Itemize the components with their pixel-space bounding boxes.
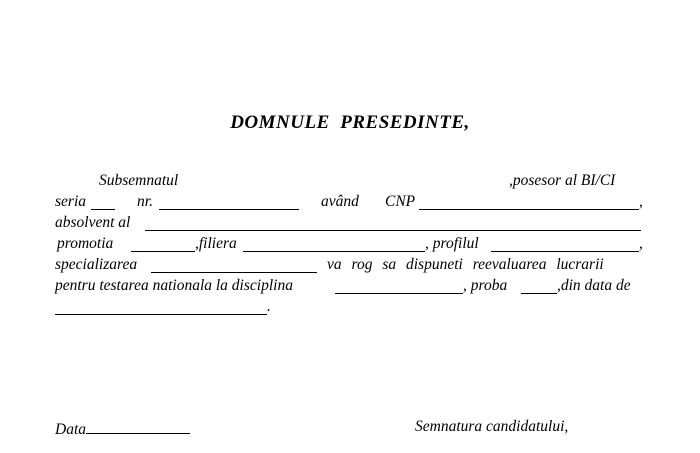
form-line-7 [55, 296, 643, 317]
date-footer [55, 418, 190, 439]
date-of-exam-field[interactable] [55, 299, 267, 315]
form-line-2 [55, 191, 643, 212]
date-field[interactable] [86, 418, 190, 434]
form-line-3 [55, 212, 643, 233]
nr-label: nr. [137, 193, 153, 210]
signature-label: Semnatura candidatului, [415, 418, 569, 435]
promotia-field[interactable] [131, 236, 195, 252]
cnp-field[interactable] [419, 194, 639, 210]
specializarea-label: specializarea [55, 256, 138, 273]
din-data-label: ,din data de [557, 277, 631, 294]
form-body [55, 170, 643, 317]
profilul-field[interactable] [491, 236, 639, 252]
posesor-label: ,posesor al BI/CI [509, 172, 616, 189]
line4-comma: , [639, 235, 643, 252]
seria-label: seria [55, 193, 86, 210]
nr-field[interactable] [159, 194, 299, 210]
proba-field[interactable] [521, 278, 557, 294]
filiera-field[interactable] [243, 236, 425, 252]
form-line-4 [55, 233, 643, 254]
absolvent-label: absolvent al [55, 214, 131, 231]
filiera-label: ,filiera [195, 235, 237, 252]
subsemnatul-label: Subsemnatul [99, 172, 179, 189]
avand-label: având [321, 193, 359, 210]
promotia-label: promotia [57, 235, 114, 252]
proba-label: , proba [463, 277, 508, 294]
disciplina-text: pentru testarea nationala la disciplina [55, 277, 293, 294]
form-line-5 [55, 254, 643, 275]
document-title: DOMNULE PRESEDINTE, [230, 112, 470, 133]
date-label: Data [55, 421, 86, 438]
cnp-label: CNP [385, 193, 416, 210]
profilul-label: , profilul [425, 235, 479, 252]
form-line-1 [55, 170, 643, 191]
seria-field[interactable] [91, 194, 115, 210]
line7-period: . [267, 298, 271, 315]
form-line-6 [55, 275, 643, 296]
request-text: va rog sa dispuneti reevaluarea lucrarii [327, 256, 604, 273]
disciplina-field[interactable] [335, 278, 463, 294]
school-field[interactable] [145, 215, 641, 231]
specializarea-field[interactable] [151, 257, 317, 273]
line2-comma: , [639, 193, 643, 210]
